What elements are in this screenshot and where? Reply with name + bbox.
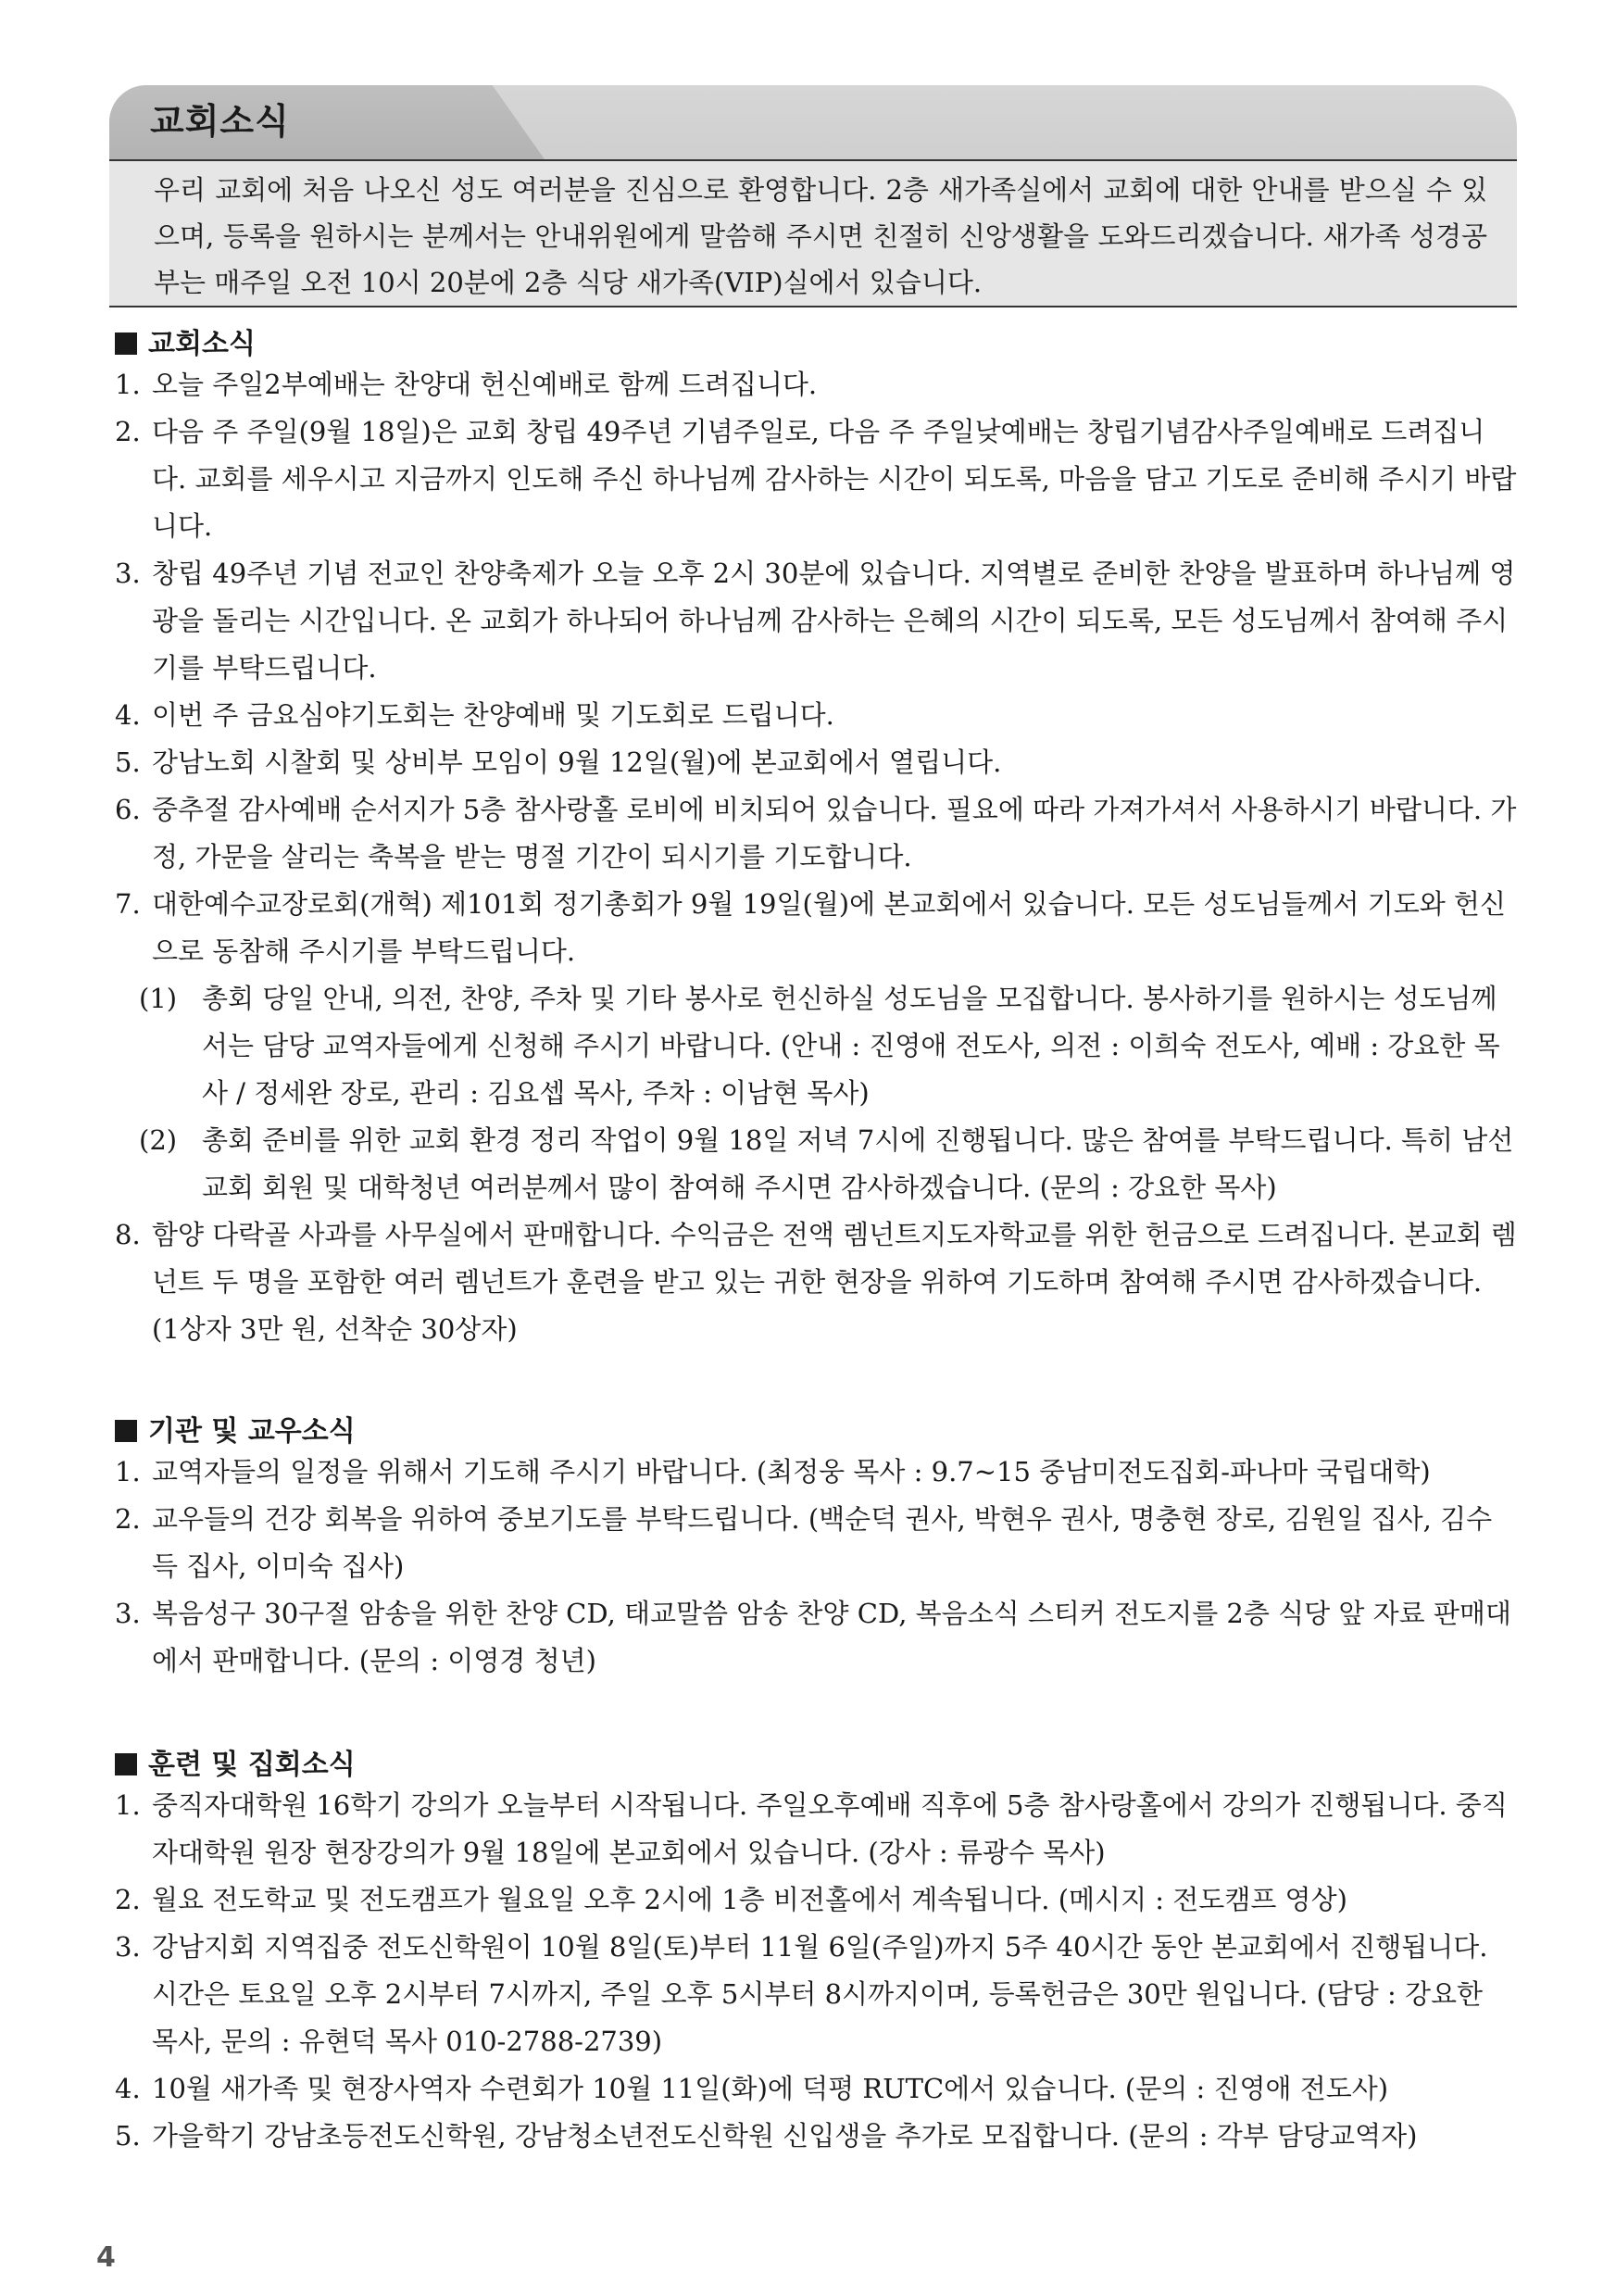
page-title: 교회소식 xyxy=(150,101,290,142)
square-bullet-icon xyxy=(115,332,137,355)
square-bullet-icon xyxy=(115,1420,137,1442)
section-heading-church-news: 교회소식 xyxy=(115,320,256,361)
list-item: 6. 중추절 감사예배 순서지가 5층 참사랑홀 로비에 비치되어 있습니다. 필요에 따라 가져가셔서 사용하시기 바랍니다. 가정, 가문을 살리는 축복을 받는 명절 기간이 되시기를 기도합니다. xyxy=(115,794,1517,872)
intro-text: 우리 교회에 처음 나오신 성도 여러분을 진심으로 환영합니다. 2층 새가족실에서 교회에 대한 안내를 받으실 수 있으며, 등록을 원하시는 분께서는 안내위원에게 말씀해 주시면 친절히 신앙생활을 도와드리겠습니다. 새가족 성경공부는 매주일 오전 10시 20분에 2층 식당 새가족(VIP)실에서 있습니다. xyxy=(154,174,1487,298)
list-item: 1. 오늘 주일2부예배는 찬양대 헌신예배로 함께 드려집니다. xyxy=(115,369,818,400)
list-item: 5. 가을학기 강남초등전도신학원, 강남청소년전도신학원 신입생을 추가로 모집합니다. (문의 : 각부 담당교역자) xyxy=(115,2120,1418,2152)
list-item: 8. 함양 다락골 사과를 사무실에서 판매합니다. 수익금은 전액 렘넌트지도자학교를 위한 헌금으로 드려집니다. 본교회 렘넌트 두 명을 포함한 여러 렘넌트가 훈련을 받고 있는 귀한 현장을 위하여 기도하며 참여해 주시면 감사하겠습니다. (1상자 3만 원, 선착순 30상자) xyxy=(115,1219,1517,1345)
list-item: 7. 대한예수교장로회(개혁) 제101회 정기총회가 9월 19일(월)에 본교회에서 있습니다. 모든 성도님들께서 기도와 헌신으로 동참해 주시기를 부탁드립니다. xyxy=(115,888,1506,967)
list-item: 2. 월요 전도학교 및 전도캠프가 월요일 오후 2시에 1층 비전홀에서 계속됩니다. (메시지 : 전도캠프 영상) xyxy=(115,1884,1347,1915)
list-item: 1. 중직자대학원 16학기 강의가 오늘부터 시작됩니다. 주일오후예배 직후에 5층 참사랑홀에서 강의가 진행됩니다. 중직자대학원 원장 현장강의가 9월 18일에 본교회에서 있습니다. (강사 : 류광수 목사) xyxy=(115,1789,1508,1868)
sub-list-item: (2) 총회 준비를 위한 교회 환경 정리 작업이 9월 18일 저녁 7시에 진행됩니다. 많은 참여를 부탁드립니다. 특히 남선교회 회원 및 대학청년 여러분께서 많이 참여해 주시면 감사하겠습니다. (문의 : 강요한 목사) xyxy=(139,1124,1514,1203)
list-item: 5. 강남노회 시찰회 및 상비부 모임이 9월 12일(월)에 본교회에서 열립니다. xyxy=(115,747,1002,778)
section-heading-training-news: 훈련 및 집회소식 xyxy=(115,1741,356,1782)
sub-list-item: (1) 총회 당일 안내, 의전, 찬양, 주차 및 기타 봉사로 헌신하실 성도님을 모집합니다. 봉사하기를 원하시는 성도님께서는 담당 교역자들에게 신청해 주시기 바랍니다. (안내 : 진영애 전도사, 의전 : 이희숙 전도사, 예배 : 강요한 목사 / 정세완 장로, 관리 : 김요셉 목사, 주차 : 이남현 목사) xyxy=(139,983,1500,1109)
list-item: 4. 10월 새가족 및 현장사역자 수련회가 10월 11일(화)에 덕평 RUTC에서 있습니다. (문의 : 진영애 전도사) xyxy=(115,2073,1389,2104)
list-item: 2. 다음 주 주일(9월 18일)은 교회 창립 49주년 기념주일로, 다음 주 주일낮예배는 창립기념감사주일예배로 드려집니다. 교회를 세우시고 지금까지 인도해 주신 하나님께 감사하는 시간이 되도록, 마음을 담고 기도로 준비해 주시기 바랍니다. xyxy=(115,416,1517,542)
square-bullet-icon xyxy=(115,1753,137,1775)
list-item: 4. 이번 주 금요심야기도회는 찬양예배 및 기도회로 드립니다. xyxy=(115,699,834,731)
page-number: 4 xyxy=(96,2241,116,2274)
list-item: 3. 강남지회 지역집중 전도신학원이 10월 8일(토)부터 11월 6일(주일)까지 5주 40시간 동안 본교회에서 진행됩니다. 시간은 토요일 오후 2시부터 7시까지, 주일 오후 5시부터 8시까지이며, 등록헌금은 30만 원입니다. (담당 : 강요한 목사, 문의 : 유현덕 목사 010-2788-2739) xyxy=(115,1931,1488,2057)
section-heading-members-news: 기관 및 교우소식 xyxy=(115,1408,356,1449)
list-item: 3. 복음성구 30구절 암송을 위한 찬양 CD, 태교말씀 암송 찬양 CD, 복음소식 스티커 전도지를 2층 식당 앞 자료 판매대에서 판매합니다. (문의 : 이영경 청년) xyxy=(115,1598,1511,1676)
list-item: 1. 교역자들의 일정을 위해서 기도해 주시기 바랍니다. (최정웅 목사 : 9.7~15 중남미전도집회-파나마 국립대학) xyxy=(115,1456,1431,1487)
list-item: 2. 교우들의 건강 회복을 위하여 중보기도를 부탁드립니다. (백순덕 권사, 박현우 권사, 명충현 장로, 김원일 집사, 김수득 집사, 이미숙 집사) xyxy=(115,1503,1493,1582)
list-item: 3. 창립 49주년 기념 전교인 찬양축제가 오늘 오후 2시 30분에 있습니다. 지역별로 준비한 찬양을 발표하며 하나님께 영광을 돌리는 시간입니다. 온 교회가 하나되어 하나님께 감사하는 은혜의 시간이 되도록, 모든 성도님께서 참여해 주시기를 부탁드립니다. xyxy=(115,558,1516,684)
